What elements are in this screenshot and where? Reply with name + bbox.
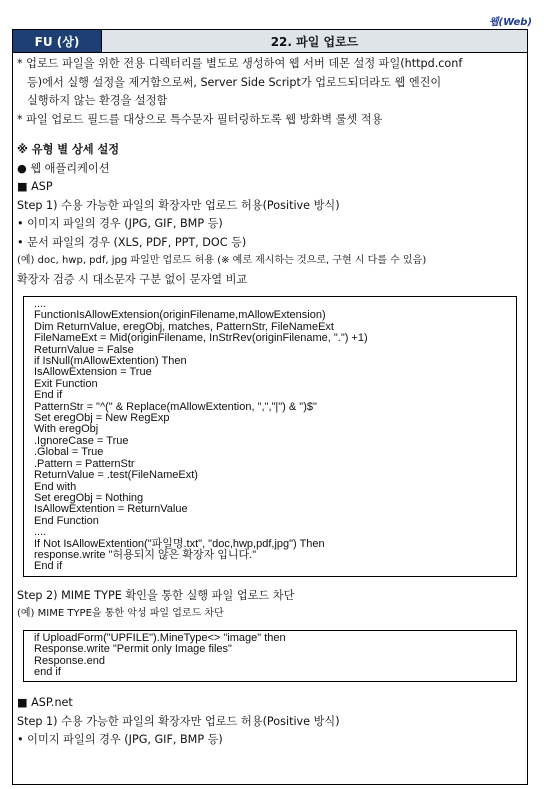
code-line: Set eregObj = New RegExp (34, 412, 170, 425)
code-line: IsAllowExtention = ReturnValue (34, 503, 188, 516)
doc-case: • 문서 파일의 경우 (XLS, PDF, PPT, DOC 등) (17, 235, 247, 249)
code-line: Response.end (34, 654, 105, 667)
content-frame (12, 29, 528, 785)
code-line: .... (34, 298, 47, 310)
code-line: End Function (34, 514, 99, 527)
image-case: • 이미지 파일의 경우 (JPG, GIF, BMP 등) (17, 217, 223, 230)
step2-example: (예) MIME TYPE을 통한 악성 파일 업로드 차단 (17, 608, 224, 620)
code-line: End if (34, 560, 63, 573)
bullet-webapp: ● 웹 애플리케이션 (17, 161, 110, 175)
content-body (13, 53, 527, 750)
header-bar (13, 30, 527, 53)
bullet-aspnet: ■ ASP.net (17, 696, 73, 710)
example-note: (예) doc, hwp, pdf, jpg 파일만 업로드 허용 (※ 예로 제시하는 것으로, 구현 시 다를 수 있음) (17, 255, 427, 266)
code-line: .... (34, 526, 47, 539)
step1-net-label: Step 1) 수용 가능한 파일의 확장자만 업로드 허용(Positive 방식) (17, 714, 340, 728)
code-line: End if (34, 389, 63, 402)
code-block-mime (23, 630, 517, 683)
code-line: response.write "허용되지 않은 확장자 입니다." (34, 548, 257, 561)
code-line: .Global = True (34, 446, 104, 459)
code-line: Dim ReturnValue, eregObj, matches, PatternStr, FileNameExt (34, 320, 334, 333)
code-line: if UploadForm("UPFILE").MineType<> "image" then (34, 631, 286, 644)
intro-line: * 파일 업로드 필드를 대상으로 특수문자 필터링하도록 웹 방화벽 룰셋 적용 (17, 112, 383, 126)
code-line: Set eregObj = Nothing (34, 491, 144, 504)
section-title: ※ 유형 별 상세 설정 (17, 143, 120, 156)
intro-line: 실행하지 않는 환경을 설정함 (27, 94, 168, 107)
code-line: PatternStr = "^(" & Replace(mAllowExtention, ",","|") & ")$" (34, 400, 317, 413)
item-code: FU (상) (13, 30, 102, 52)
step2-label: Step 2) MIME TYPE 확인을 통한 실행 파일 업로드 차단 (17, 588, 295, 602)
bullet-asp: ■ ASP (17, 180, 53, 193)
code-line: End with (34, 480, 77, 493)
code-line: IsAllowExtension = True (34, 366, 152, 379)
code-line: Response.write "Permit only Image files" (34, 643, 232, 656)
intro-line: 등)에서 실행 설정을 제거함으로써, Server Side Script가 업로드되더라도 웹 엔진이 (27, 75, 442, 89)
intro-line: * 업로드 파일을 위한 전용 디렉터리를 별도로 생성하여 웹 서버 데몬 설정 파일(httpd.conf (17, 57, 463, 70)
code-line: if IsNull(mAllowExtention) Then (34, 355, 187, 368)
image-case-net: • 이미지 파일의 경우 (JPG, GIF, BMP 등) (17, 733, 223, 747)
code-line: .IgnoreCase = True (34, 434, 129, 447)
code-line: .Pattern = PatternStr (34, 457, 135, 470)
step1-label: Step 1) 수용 가능한 파일의 확장자만 업로드 허용(Positive 방식) (17, 198, 340, 212)
case-note: 확장자 검증 시 대소문자 구분 없이 문자열 비교 (17, 272, 248, 286)
code-line: FileNameExt = Mid(originFilename, InStrRev(originFilename, ".") +1) (34, 332, 368, 345)
code-line: ReturnValue = .test(FileNameExt) (34, 469, 198, 482)
code-block-extension (23, 296, 517, 577)
code-line: With eregObj (34, 423, 99, 436)
code-line: FunctionIsAllowExtension(originFilename,mAllowExtension) (34, 309, 326, 322)
code-line: ReturnValue = False (34, 343, 134, 356)
code-line: end if (34, 665, 61, 678)
code-line: Exit Function (34, 377, 98, 390)
code-line: If Not IsAllowExtention("파일명.txt", "doc,hwp,pdf,jpg") Then (34, 537, 325, 550)
page-tag: 웹(Web) (488, 17, 532, 28)
item-title: 22. 파일 업로드 (102, 30, 527, 52)
